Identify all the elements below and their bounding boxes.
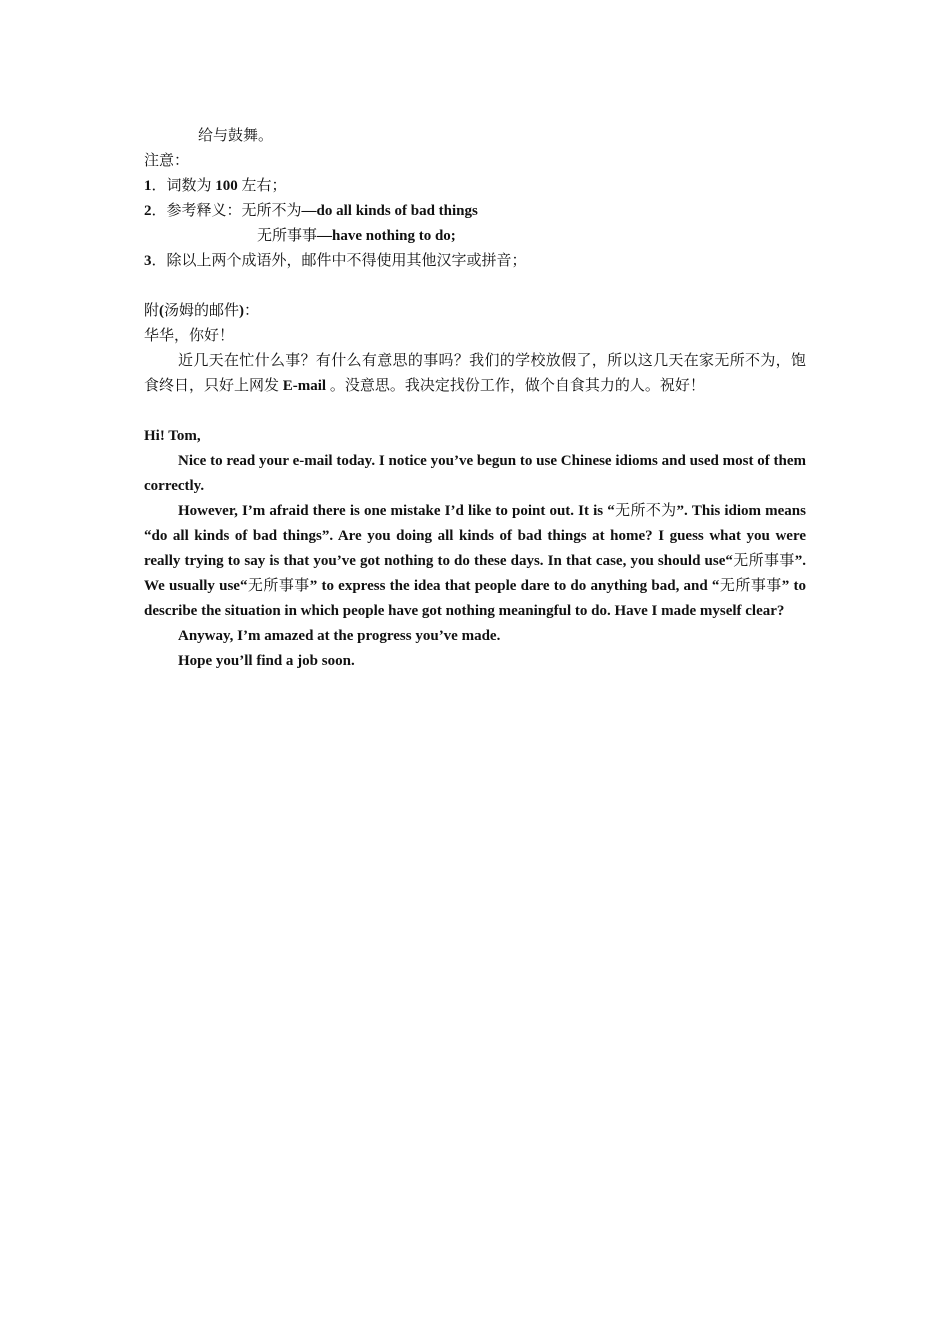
note-label: 注意： [144,153,190,169]
reply-paragraph-3: Anyway, I’m amazed at the progress you’ve made. [178,628,501,644]
note-item-number: 3 [144,253,152,269]
note-item-2 [144,199,806,224]
note-item-text: 除以上两个成语外，邮件中不得使用其他汉字或拼音； [166,253,527,269]
note-item-separator: ． [151,203,167,219]
attachment-label [144,299,806,324]
note-item-text: 无所事事 [257,228,318,244]
reply-text: ” to describe the situation in which people have got nothing meaningful to do. Have I made myself clear? [144,578,806,619]
reply-paragraph-4: Hope you’ll find a job soon. [178,653,355,669]
instruction-continuation: 给与鼓舞。 [198,128,274,144]
document-page [144,124,806,674]
reply-paragraph-1: Nice to read your e-mail today. I notice you’ve begun to use Chinese idioms and used most of them correctly. [144,453,806,494]
note-item-bold: —do all kinds of bad things [301,203,478,219]
note-item-bold: 100 [215,178,238,194]
reply-idiom: 无所不为 [614,503,677,519]
attachment-label-paren: ( [159,303,165,319]
note-item-text: 词数为 [166,178,216,194]
reply-paragraph-2 [144,499,806,624]
attachment-label-prefix: 附 [144,303,160,319]
attachment-label-text: 汤姆的邮件 [164,303,240,319]
attachment-body-email: E-mail [282,378,327,394]
reply-text: However, I’m afraid there is one mistake I’d like to point out. It is “ [178,503,615,519]
reply-text: ”. We usually use“ [144,553,806,594]
reply-idiom: 无所事事 [719,578,782,594]
reply-greeting: Hi! Tom, [144,428,201,444]
note-item-3 [144,249,806,274]
reply-idiom: 无所事事 [247,578,310,594]
reply-text: ” to express the idea that people dare to do anything bad, and “ [309,578,720,594]
note-item-2-definition [144,224,806,249]
reply-text: ”. This idiom means “do all kinds of bad things”. Are you doing all kinds of bad things at home? I guess what you were really trying to say is that you’ve got nothing to do these days. In that case, you should use“ [144,503,806,569]
attachment-body [144,349,806,399]
note-item-bold: —have nothing to do; [317,228,456,244]
attachment-greeting: 华华，你好！ [144,328,235,344]
note-item-number: 1 [144,178,152,194]
attachment-label-paren: ) [239,303,245,319]
reply-idiom: 无所事事 [732,553,795,569]
attachment-body-text-end: 。没意思。我决定找份工作，做个自食其力的人。祝好！ [326,378,705,394]
note-item-number: 2 [144,203,152,219]
spacer [144,399,806,424]
note-item-separator: ． [151,178,167,194]
note-item-1 [144,174,806,199]
spacer [144,274,806,299]
note-item-text: 参考释义：无所不为 [166,203,302,219]
attachment-body-text: 近几天在忙什么事？有什么有意思的事吗？我们的学校放假了，所以这几天在家无所不为，饱食终日，只好上网发 [144,353,806,394]
note-item-separator: ． [151,253,167,269]
attachment-label-colon: ： [244,303,260,319]
note-item-text-post: 左右； [237,178,287,194]
